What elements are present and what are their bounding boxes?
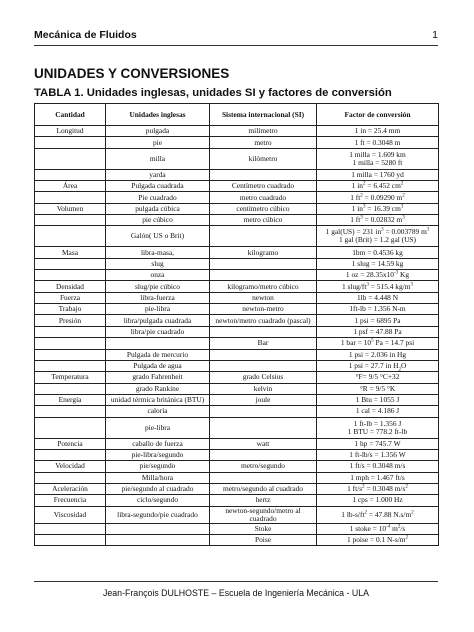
factor-cell: 1 cal = 4.186 J (317, 406, 439, 417)
unidades-inglesas-cell: milla (106, 148, 210, 169)
table-row (35, 270, 439, 281)
cantidad-cell (35, 192, 106, 203)
cantidad-cell: Frecuencia (35, 495, 106, 506)
factor-cell: 1 oz = $28.35x10^{-3}$ Kg (317, 270, 439, 281)
table-row (35, 461, 439, 472)
cantidad-cell (35, 534, 106, 545)
unidades-inglesas-cell: Pulgada de agua (106, 360, 210, 371)
cantidad-cell: Presión (35, 315, 106, 326)
cantidad-cell (35, 472, 106, 483)
factor-cell: 1 bar = $10^5$ Pa = 14.7 psi (317, 338, 439, 349)
unidades-inglesas-cell: libra-segundo/pie cuadrado (106, 506, 210, 523)
factor-cell: 1 in = 25.4 mm (317, 126, 439, 137)
cantidad-cell (35, 326, 106, 337)
factor-cell: 1 poise = 0.1 $N-s/m^2$ (317, 534, 439, 545)
cantidad-cell (35, 169, 106, 180)
table-row (35, 472, 439, 483)
si-cell: hertz (210, 495, 317, 506)
si-cell (210, 472, 317, 483)
cantidad-cell (35, 338, 106, 349)
cantidad-cell (35, 137, 106, 148)
page-footer: Jean-François DULHOSTE – Escuela de Ingeniería Mecánica - ULA (103, 588, 369, 598)
table-row (35, 394, 439, 405)
cantidad-cell: Energía (35, 394, 106, 405)
si-cell: Stoke (210, 523, 317, 534)
table-row (35, 137, 439, 148)
cantidad-cell: Longitud (35, 126, 106, 137)
unidades-inglesas-cell: grado Rankine (106, 383, 210, 394)
unidades-inglesas-cell: pie/segundo al cuadrado (106, 483, 210, 494)
table-row (35, 438, 439, 449)
factor-cell: 1 ft/s = 0.3048 m/s (317, 461, 439, 472)
column-header-unidades-inglesas: Unidades inglesas (106, 104, 210, 126)
table-caption: TABLA 1. Unidades inglesas, unidades SI y factores de conversión (34, 87, 392, 99)
factor-cell: 1 $ft^3 = 0.02832$ $m^3$ (317, 215, 439, 226)
factor-cell: 1 Btu = 1055 J (317, 394, 439, 405)
si-cell: kilómetro (210, 148, 317, 169)
unidades-inglesas-cell: pie (106, 137, 210, 148)
cantidad-cell: Densidad (35, 281, 106, 292)
unidades-inglesas-cell: libra-masa, (106, 247, 210, 258)
table-row (35, 181, 439, 192)
table-row (35, 326, 439, 337)
unidades-inglesas-cell: yarda (106, 169, 210, 180)
table-row (35, 417, 439, 438)
factor-cell: 1 milla = 1.609 km 1 milla = 5280 ft (317, 148, 439, 169)
unidades-inglesas-cell: pie/segundo (106, 461, 210, 472)
table-row (35, 349, 439, 360)
table-row (35, 338, 439, 349)
table-row (35, 495, 439, 506)
factor-cell: 1 psi = 2.036 in Hg (317, 349, 439, 360)
table-body (35, 126, 439, 546)
cantidad-cell: Viscosidad (35, 506, 106, 523)
section-heading: UNIDADES Y CONVERSIONES (34, 66, 230, 81)
cantidad-cell: Velocidad (35, 461, 106, 472)
unidades-inglesas-cell: slug (106, 258, 210, 269)
si-cell: Centímetro cuadrado (210, 181, 317, 192)
page-header (34, 29, 438, 43)
page-number: 1 (432, 29, 438, 41)
table-row (35, 534, 439, 545)
si-cell (210, 258, 317, 269)
unidades-inglesas-cell: libra/pie cuadrado (106, 326, 210, 337)
si-cell: watt (210, 438, 317, 449)
cantidad-cell (35, 417, 106, 438)
cantidad-cell (35, 360, 106, 371)
footer-rule (34, 581, 438, 582)
cantidad-cell (35, 406, 106, 417)
cantidad-cell: Temperatura (35, 372, 106, 383)
factor-cell: 1 psi = 6895 Pa (317, 315, 439, 326)
table-row (35, 258, 439, 269)
unidades-inglesas-cell: slug/pie cúbico (106, 281, 210, 292)
unidades-inglesas-cell (106, 523, 210, 534)
document-title: Mecánica de Fluidos (34, 29, 137, 41)
table-row (35, 383, 439, 394)
si-cell: newton-segundo/metro al cuadrado (210, 506, 317, 523)
si-cell: newton/metro cuadrado (pascal) (210, 315, 317, 326)
table-row (35, 192, 439, 203)
si-cell (210, 226, 317, 247)
si-cell (210, 406, 317, 417)
unidades-inglesas-cell: Milla/hora (106, 472, 210, 483)
table-row (35, 304, 439, 315)
factor-cell: 1 gal(US) = 231 $in^3 = 0.003789$ $m^3$ 1 gal (Brit) = 1.2 gal (US) (317, 226, 439, 247)
unidades-inglesas-cell (106, 338, 210, 349)
factor-cell: 1 cps = 1.000 Hz (317, 495, 439, 506)
factor-cell: °F= 9/5 °C+32 (317, 372, 439, 383)
si-cell: metro/segundo al cuadrado (210, 483, 317, 494)
factor-cell: 1 $ft^2 = 0.09290$ $m^2$ (317, 192, 439, 203)
factor-cell: 1 $ft/s^2 = 0.3048$ $m/s^2$ (317, 483, 439, 494)
factor-cell: 1lb = 4.448 N (317, 292, 439, 303)
table-row (35, 148, 439, 169)
cantidad-cell: Masa (35, 247, 106, 258)
unidades-inglesas-cell: onza (106, 270, 210, 281)
factor-cell: 1 ft-lb/s = 1.356 W (317, 449, 439, 460)
factor-cell: 1 mph = 1.467 ft/s (317, 472, 439, 483)
cantidad-cell (35, 226, 106, 247)
unidades-inglesas-cell: libra/pulgada cuadrada (106, 315, 210, 326)
table-row (35, 203, 439, 214)
si-cell: newton (210, 292, 317, 303)
factor-cell: 1 slug/$ft^3 = 515.4$ $kg/m^3$ (317, 281, 439, 292)
cantidad-cell: Aceleración (35, 483, 106, 494)
factor-cell: 1 $in^3 = 16.39$ $cm^3$ (317, 203, 439, 214)
cantidad-cell: Potencia (35, 438, 106, 449)
table-row (35, 247, 439, 258)
si-cell (210, 326, 317, 337)
table-row (35, 406, 439, 417)
column-header-factor: Factor de conversión (317, 104, 439, 126)
cantidad-cell (35, 523, 106, 534)
table-row (35, 126, 439, 137)
unidades-inglesas-cell: Galón( US o Brit) (106, 226, 210, 247)
cantidad-cell (35, 383, 106, 394)
table-row (35, 292, 439, 303)
unidades-inglesas-cell: pulgada (106, 126, 210, 137)
factor-cell: 1bm = 0.4536 kg (317, 247, 439, 258)
unidades-inglesas-cell: libra-fuerza (106, 292, 210, 303)
cantidad-cell (35, 215, 106, 226)
factor-cell: 1 slug = 14.59 kg (317, 258, 439, 269)
table-row (35, 449, 439, 460)
si-cell (210, 360, 317, 371)
header-rule (34, 45, 438, 46)
unidades-inglesas-cell: Pie cuadrado (106, 192, 210, 203)
si-cell (210, 349, 317, 360)
si-cell: kilogramo/metro cúbico (210, 281, 317, 292)
cantidad-cell: Volumen (35, 203, 106, 214)
factor-cell: 1 hp = 745.7 W (317, 438, 439, 449)
unidades-inglesas-cell: unidad térmica británica (BTU) (106, 394, 210, 405)
table-row (35, 360, 439, 371)
si-cell: kelvin (210, 383, 317, 394)
unidades-inglesas-cell: pie-libra (106, 417, 210, 438)
si-cell (210, 169, 317, 180)
factor-cell: 1 psi = 27.7 in $H_2O$ (317, 360, 439, 371)
unidades-inglesas-cell (106, 534, 210, 545)
unidades-inglesas-cell: ciclo/segundo (106, 495, 210, 506)
table-row (35, 281, 439, 292)
si-cell: metro cúbico (210, 215, 317, 226)
unidades-inglesas-cell: pulgada cúbica (106, 203, 210, 214)
table-row (35, 483, 439, 494)
cantidad-cell: Trabajo (35, 304, 106, 315)
cantidad-cell (35, 349, 106, 360)
cantidad-cell (35, 270, 106, 281)
si-cell: Bar (210, 338, 317, 349)
unidades-inglesas-cell: pie cúbico (106, 215, 210, 226)
table-row (35, 506, 439, 523)
unidades-inglesas-cell: caballo de fuerza (106, 438, 210, 449)
factor-cell: 1 stoke = $10^{-4}$ $m^2/s$ (317, 523, 439, 534)
si-cell: centímetro cúbico (210, 203, 317, 214)
si-cell: grado Celsius (210, 372, 317, 383)
si-cell (210, 417, 317, 438)
column-header-cantidad: Cantidad (35, 104, 106, 126)
cantidad-cell: Área (35, 181, 106, 192)
unidades-inglesas-cell: pie-libra (106, 304, 210, 315)
factor-cell: 1 ft = 0.3048 m (317, 137, 439, 148)
si-cell: newton-metro (210, 304, 317, 315)
si-cell (210, 270, 317, 281)
factor-cell: 1 $lb-s/ft^2 = 47.88$ $N.s/m^2$ (317, 506, 439, 523)
si-cell (210, 449, 317, 460)
cantidad-cell (35, 148, 106, 169)
unidades-inglesas-cell: caloría (106, 406, 210, 417)
table-row (35, 372, 439, 383)
unidades-inglesas-cell: pie-libra/segundo (106, 449, 210, 460)
si-cell: Poise (210, 534, 317, 545)
factor-cell: 1 ft-lb = 1.356 J 1 BTU = 778.2 ft-lb (317, 417, 439, 438)
factor-cell: 1 $in^2 = 6.452$ $cm^2$ (317, 181, 439, 192)
unidades-inglesas-cell: grado Fahrenheit (106, 372, 210, 383)
unidades-inglesas-cell: Pulgada cuadrada (106, 181, 210, 192)
cantidad-cell: Fuerza (35, 292, 106, 303)
si-cell: metro/segundo (210, 461, 317, 472)
si-cell: joule (210, 394, 317, 405)
cantidad-cell (35, 449, 106, 460)
table-row (35, 523, 439, 534)
si-cell: metro (210, 137, 317, 148)
table-row (35, 315, 439, 326)
factor-cell: °R = 9/5 °K (317, 383, 439, 394)
si-cell: milímetro (210, 126, 317, 137)
si-cell: kilogramo (210, 247, 317, 258)
table-header-row (35, 104, 439, 126)
table-row (35, 169, 439, 180)
conversion-table (34, 103, 439, 546)
factor-cell: 1 psf = 47.88 Pa (317, 326, 439, 337)
column-header-si: Sistema internacional (SI) (210, 104, 317, 126)
table-row (35, 226, 439, 247)
factor-cell: 1 milla = 1760 yd (317, 169, 439, 180)
unidades-inglesas-cell: Pulgada de mercurio (106, 349, 210, 360)
factor-cell: 1ft-lb = 1.356 N-m (317, 304, 439, 315)
cantidad-cell (35, 258, 106, 269)
table-row (35, 215, 439, 226)
si-cell: metro cuadrado (210, 192, 317, 203)
